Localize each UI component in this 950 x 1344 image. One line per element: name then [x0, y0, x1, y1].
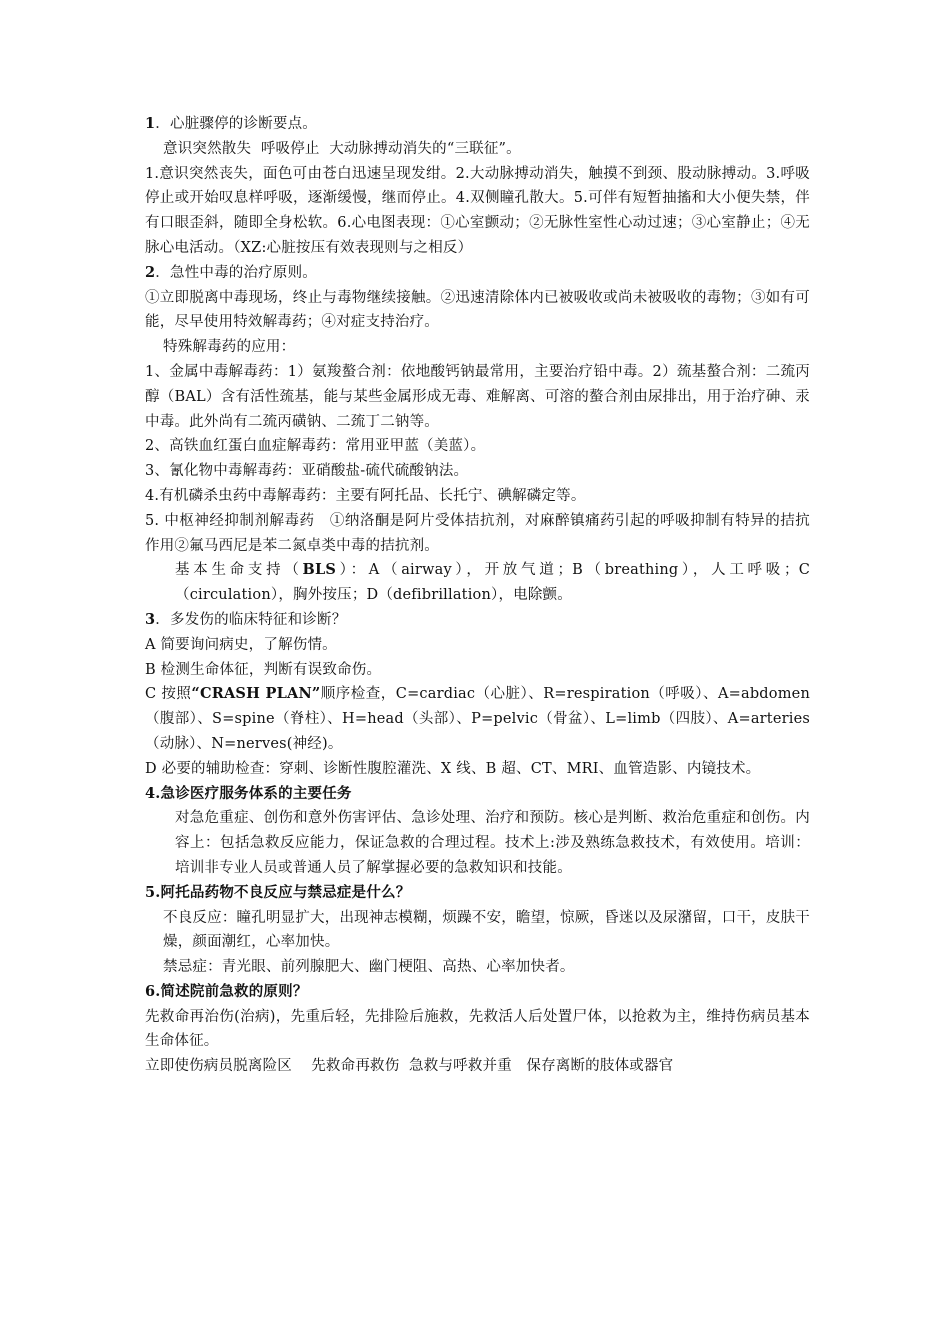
q2-antidote-heading: 特殊解毒药的应用： [163, 339, 296, 356]
q2-bls-bold: BLS [302, 561, 337, 579]
q3-title: ．多发伤的临床特征和诊断？ [155, 611, 347, 628]
q2-bls-rest: ）：A（airway），开放气道；B（breathing），人工呼吸；C（circulation），胸外按压；D（defibrillation），电除颤。 [175, 562, 810, 604]
q3-c-bold: “CRASH PLAN” [191, 685, 321, 703]
q6-body: 先救命再治伤(治病)，先重后轻，先排险后施救，先救活人后处置尸体，以抢救为主，维持伤病员基本生命体征。 [145, 1008, 810, 1050]
q1-body: 1.意识突然丧失，面色可由苍白迅速呈现发绀。2.大动脉搏动消失，触摸不到颈、股动脉搏动。3.呼吸停止或开始叹息样呼吸，逐渐缓慢，继而停止。4.双侧瞳孔散大。5.可伴有短暂抽搐和大小便失禁，伴有口眼歪斜，随即全身松软。6.心电图表现：①心室颤动；②无脉性室性心动过速；③心室静止；④无脉心电活动。（XZ:心脏按压有效表现则与之相反） [145, 165, 810, 256]
q2-title: ．急性中毒的治疗原则。 [155, 264, 317, 281]
q1-number: 1 [145, 115, 156, 132]
q6-summary: 立即使伤病员脱离险区 先救命再救伤 急救与呼救并重 保存离断的肢体或器官 [145, 1058, 674, 1075]
q2-antidote-item-2: 2、高铁血红蛋白血症解毒药：常用亚甲蓝（美蓝）。 [145, 438, 486, 455]
q2-body: ①立即脱离中毒现场，终止与毒物继续接触。②迅速清除体内已被吸收或尚未被吸收的毒物；③如有可能，尽早使用特效解毒药；④对症支持治疗。 [145, 289, 810, 331]
q5-adverse: 不良反应：瞳孔明显扩大，出现神志模糊，烦躁不安，瞻望，惊厥，昏迷以及尿潴留，口干，皮肤干燥，颜面潮红，心率加快。 [163, 909, 810, 951]
q2-number: 2 [145, 263, 156, 281]
q3-item-a: A 简要询问病史，了解伤情。 [145, 636, 337, 653]
q2-bls-prefix: 基本生命支持（ [175, 562, 303, 579]
q1-title: ．心脏骤停的诊断要点。 [155, 116, 317, 132]
q2-antidote-item-5: 5. 中枢神经抑制剂解毒药 ①纳洛酮是阿片受体拮抗剂，对麻醉镇痛药引起的呼吸抑制有特异的拮抗作用②氟马西尼是苯二氮卓类中毒的拮抗剂。 [145, 512, 810, 554]
q2-heading [145, 261, 810, 286]
q6-heading: 6.简述院前急救的原则？ [145, 982, 308, 1000]
q2-antidote-item-3: 3、氰化物中毒解毒药：亚硝酸盐-硫代硫酸钠法。 [145, 463, 469, 480]
q3-number: 3 [145, 610, 156, 628]
q2-antidote-item-1: 1、金属中毒解毒药：1）氨羧螯合剂：依地酸钙钠最常用，主要治疗铅中毒。2）巯基螯合剂：二巯丙醇（BAL）含有活性巯基，能与某些金属形成无毒、难解离、可溶的螯合剂由尿排出，用于治疗砷、汞中毒。此外尚有二巯丙磺钠、二巯丁二钠等。 [145, 363, 810, 430]
q2-antidote-item-4: 4.有机磷杀虫药中毒解毒药：主要有阿托品、长托宁、碘解磷定等。 [145, 487, 586, 504]
q5-contra: 禁忌症：青光眼、前列腺肥大、幽门梗阻、高热、心率加快者。 [163, 959, 575, 976]
q4-heading: 4.急诊医疗服务体系的主要任务 [145, 784, 352, 802]
q1-summary: 意识突然散失 呼吸停止 大动脉搏动消失的“三联征”。 [163, 140, 521, 157]
q3-item-b: B 检测生命体征，判断有误致命伤。 [145, 661, 382, 678]
q3-c-prefix: C 按照 [145, 686, 192, 703]
document-page [145, 112, 810, 1079]
q3-item-d: D 必要的辅助检查：穿刺、诊断性腹腔灌洗、X 线、B 超、CT、MRI、血管造影、内镜技术。 [145, 760, 761, 777]
q1-heading [145, 112, 810, 137]
q3-c-rest: 顺序检查，C=cardiac（心脏）、R=respiration（呼吸）、A=abdomen（腹部）、S=spine（脊柱）、H=head（头部）、P=pelvic（骨盆）、L=limb（四肢）、A=arteries（动脉）、N=nerves(神经)。 [145, 686, 810, 752]
q4-body: 对急危重症、创伤和意外伤害评估、急诊处理、治疗和预防。核心是判断、救治危重症和创伤。内容上：包括急救反应能力，保证急救的合理过程。技术上:涉及熟练急救技术，有效使用。培训：培训非专业人员或普通人员了解掌握必要的急救知识和技能。 [175, 810, 810, 876]
q5-heading: 5.阿托品药物不良反应与禁忌症是什么？ [145, 883, 411, 901]
q3-heading [145, 608, 810, 633]
q2-bls [145, 558, 810, 608]
q3-item-c [145, 682, 810, 756]
